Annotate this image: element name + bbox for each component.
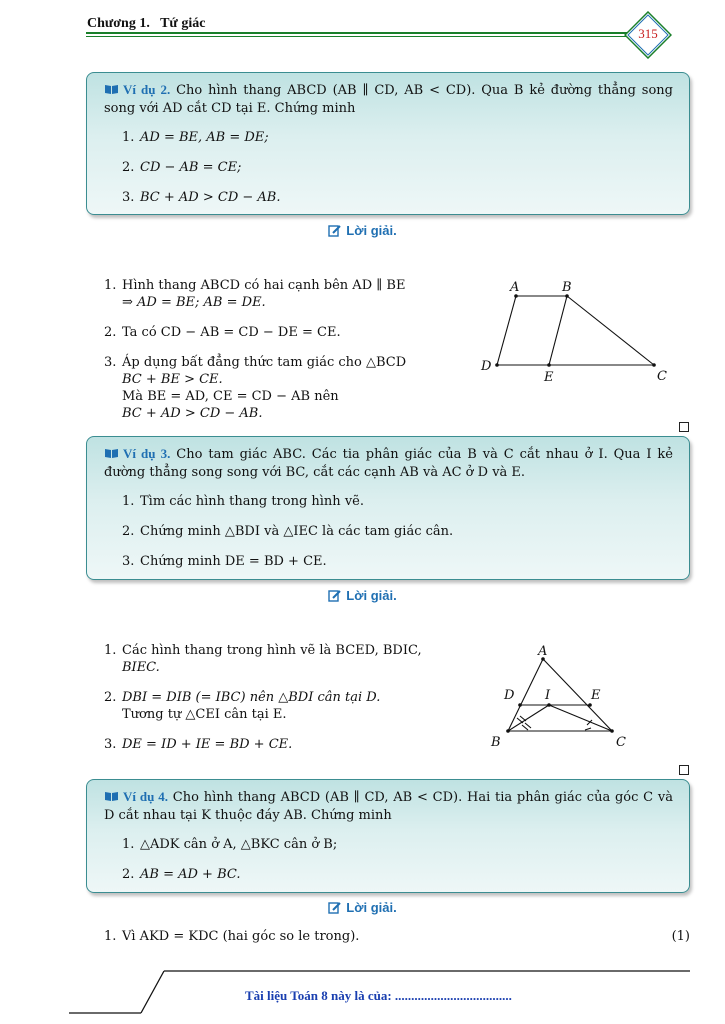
book-icon	[104, 448, 119, 459]
point-label-b: B	[562, 280, 572, 295]
trapezoid-figure	[476, 276, 676, 386]
point-label-a: A	[510, 280, 520, 295]
chapter-header	[87, 16, 205, 32]
point-label-d: D	[481, 359, 492, 374]
list-item: 1. △ADK cân ở A, △BKC cân ở B;	[122, 837, 338, 852]
solution-step: 2. DBI = DIB (= IBC) nên △BDI cân tại D. Tương tự △CEI cân tại E.	[104, 690, 381, 722]
list-item: 2. CD − AB = CE;	[122, 160, 242, 175]
example-3-box	[86, 436, 690, 580]
pencil-icon	[328, 224, 341, 237]
example-3-items	[104, 493, 673, 571]
example-2-label: Ví dụ 2.	[123, 82, 171, 97]
triangle-bisector-figure	[486, 642, 636, 752]
example-3-statement: Cho tam giác ABC. Các tia phân giác của B và C cắt nhau ở I. Qua I kẻ đường thẳng song song với BC, cắt các cạnh AB và AC ở D và E.	[104, 447, 673, 480]
footer-owner-line: Tài liệu Toán 8 này là của: ....................................	[245, 988, 512, 1003]
solution-step: 1. Hình thang ABCD có hai cạnh bên AD ∥ BE ⇒ AD = BE; AB = DE.	[104, 278, 406, 310]
solution-heading-3: Lời giải.	[0, 588, 725, 603]
pencil-icon	[328, 901, 341, 914]
example-2-statement-block	[104, 81, 673, 118]
example-4-items	[104, 836, 673, 884]
example-4-solution	[104, 928, 690, 958]
solution-step: 3. DE = ID + IE = BD + CE.	[104, 737, 293, 752]
chapter-title: Tứ giác	[160, 16, 206, 31]
point-label-d: D	[504, 688, 515, 703]
equation-tag: (1)	[671, 929, 690, 944]
point-label-e: E	[544, 370, 554, 385]
example-3-solution	[104, 642, 460, 766]
list-item: 1. Tìm các hình thang trong hình vẽ.	[122, 494, 364, 509]
book-icon	[104, 791, 119, 802]
point-label-c: C	[616, 735, 626, 750]
header-rule-thin	[86, 36, 634, 37]
example-2-solution	[104, 277, 434, 435]
chapter-number: Chương 1.	[87, 16, 150, 31]
page-number: 315	[638, 26, 658, 41]
owner-blank: ....................................	[394, 988, 512, 1003]
example-2-items	[104, 129, 673, 207]
example-2-statement: Cho hình thang ABCD (AB ∥ CD, AB < CD). Qua B kẻ đường thẳng song song với AD cắt CD tại E. Chứng minh	[104, 83, 673, 116]
header-rule	[86, 32, 634, 34]
example-3-statement-block	[104, 445, 673, 482]
example-4-label: Ví dụ 4.	[123, 789, 168, 804]
solution-step: 2. Ta có CD − AB = CD − DE = CE.	[104, 325, 341, 340]
example-4-box	[86, 779, 690, 893]
example-4-statement-block	[104, 788, 673, 825]
example-4-statement: Cho hình thang ABCD (AB ∥ CD, AB < CD). Hai tia phân giác của góc C và D cắt nhau tại K thuộc đáy AB. Chứng minh	[104, 790, 673, 823]
list-item: 2. Chứng minh △BDI và △IEC là các tam giác cân.	[122, 524, 454, 539]
point-label-a: A	[538, 644, 548, 659]
example-2-box	[86, 72, 690, 215]
list-item: 3. BC + AD > CD − AB.	[122, 190, 281, 205]
solution-step: 1. Các hình thang trong hình vẽ là BCED, BDIC, BIEC.	[104, 643, 422, 675]
qed-square	[679, 422, 689, 432]
point-label-e: E	[591, 688, 601, 703]
solution-heading-4: Lời giải.	[0, 900, 725, 915]
list-item: 3. Chứng minh DE = BD + CE.	[122, 554, 327, 569]
list-item: 1. AD = BE, AB = DE;	[122, 130, 269, 145]
book-icon	[104, 84, 119, 95]
point-label-i: I	[545, 688, 551, 703]
qed-square	[679, 765, 689, 775]
pencil-icon	[328, 589, 341, 602]
point-label-c: C	[657, 369, 667, 384]
list-item: 2. AB = AD + BC.	[122, 867, 241, 882]
example-3-label: Ví dụ 3.	[123, 446, 171, 461]
solution-heading-2: Lời giải.	[0, 223, 725, 238]
solution-step: 3. Áp dụng bất đẳng thức tam giác cho △BCD BC + BE > CE. Mà BE = AD, CE = CD − AB nên BC + AD > CD − AB.	[104, 355, 407, 421]
solution-step: 1. Vì AKD = KDC (hai góc so le trong). (1)	[104, 929, 690, 944]
point-label-b: B	[491, 735, 501, 750]
